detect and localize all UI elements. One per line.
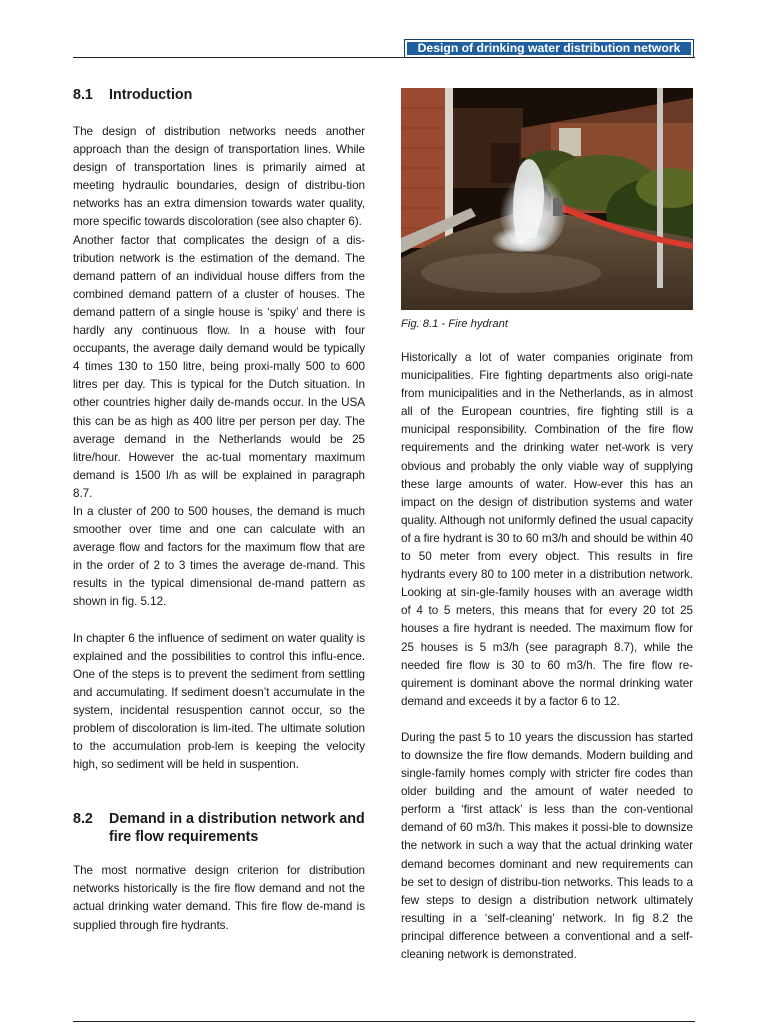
paragraph: Historically a lot of water companies originate from municipalities. Fire fighting departments also origi-nate from municipalities and in the Netherlands, as in almost all of the European countries, fire fighting still is a municipal responsibility. Combination of the fire flow requirements and the drinking water net-work is very obvious and probably the only viable way of supplying these large amounts of water. How-ever this has an impact on the design of distribution systems and water quality. Although not uniformly defined the usual capacity of a fire hydrant is 30 to 60 m3/h and should be within 40 to 50 meter from every object. This results in fire hydrants every 80 to 100 meter in a distribution network. Looking at sin-gle-family houses with an average width of 4 to 5 meters, this means that for every 20 tot 25 houses a fire hydrant is needed. The maximum flow for 25 houses is 5 m3/h (see paragraph 8.7), while the needed fire flow is 30 to 60 m3/h. The fire flow re-quirement is dominant above the normal drinking water demand and exceeds it by a factor 6 to 12. <box>401 351 693 708</box>
running-header: Design of drinking water distribution network <box>404 39 694 58</box>
section-title: Demand in a distribution network and fire flow requirements <box>109 811 365 846</box>
figure-caption: Fig. 8.1 - Fire hydrant <box>401 318 508 330</box>
paragraph: During the past 5 to 10 years the discussion has started to downsize the fire flow demands. Modern building and single-family homes comply with stricter fire codes than older building and the amount of water needed to perform a ‘first attack’ is less than the con-ventional demand of 60 m3/h. This makes it possi-ble to downsize the network in such a way that the actual drinking water demand becomes dominant and new requirements can be set to design of distribu-tion networks. This leads to a few steps to design a distribution network ultimately resulting in a ‘self-cleaning’ network. In fig 8.2 the principal difference between a conventional and a self-cleaning network is demonstrated. <box>401 730 693 961</box>
section-number: 8.1 <box>73 87 93 103</box>
section-heading-introduction <box>73 86 365 104</box>
paragraph: Another factor that complicates the design of a dis-tribution network is the estimation of the demand. The demand pattern of an individual house differs from the combined demand pattern of a cluster of houses. The demand pattern of a single house is ‘spiky’ and there is hardly any continuous flow. In a house with four occupants, the average daily demand would be typically 4 times 130 to 150 litre, being proxi-mally 500 to 600 litres per day. This is typical for the Dutch situation. In other countries higher daily de-mands occur. In the USA this can be as high as 400 litre per person per day. The average demand in the Netherlands would be 25 litre/hour. However the ac-tual momentary maximum demand is 1500 l/h as will be explained in paragraph 8.7. <box>73 233 365 500</box>
section-number: 8.2 <box>73 811 93 828</box>
paragraph: The most normative design criterion for distribution networks historically is the fire flow demand and not the actual drinking water demand. This fire flow de-mand is supplied through fire hydrants. <box>73 864 365 932</box>
paragraph: The design of distribution networks needs another approach than the design of transportation lines. While design of transportation lines is primarily aimed at meeting hydraulic boundaries, design of distribu-tion networks has an extra dimension towards water quality, more specific towards discoloration (see also chapter 6). <box>73 125 365 229</box>
fire-hydrant-photo <box>401 88 693 310</box>
header-rule <box>73 57 695 58</box>
paragraph: In chapter 6 the influence of sediment on water quality is explained and the possibilities to control this influ-ence. One of the steps is to prevent the sediment from settling and accumulating. If sediment doesn’t accumulate in the system, incidental resuspention cannot occur, so the problem of discoloration is lim-ited. The ultimate solution to the accumulation prob-lem is keeping the velocity high, so sediment will be held in suspention. <box>73 631 365 772</box>
section-heading-demand <box>73 810 365 846</box>
left-column <box>73 86 365 935</box>
paragraph: In a cluster of 200 to 500 houses, the demand is much smoother over time and one can calculate with an average flow and factors for the maximum flow that are in the order of 2 to 3 times the average de-mand. This results in the typical dimensional de-mand pattern as shown in fig. 5.12. <box>73 504 365 609</box>
footer-rule <box>73 1021 695 1022</box>
right-column <box>401 88 693 964</box>
section-title: Introduction <box>109 87 193 103</box>
